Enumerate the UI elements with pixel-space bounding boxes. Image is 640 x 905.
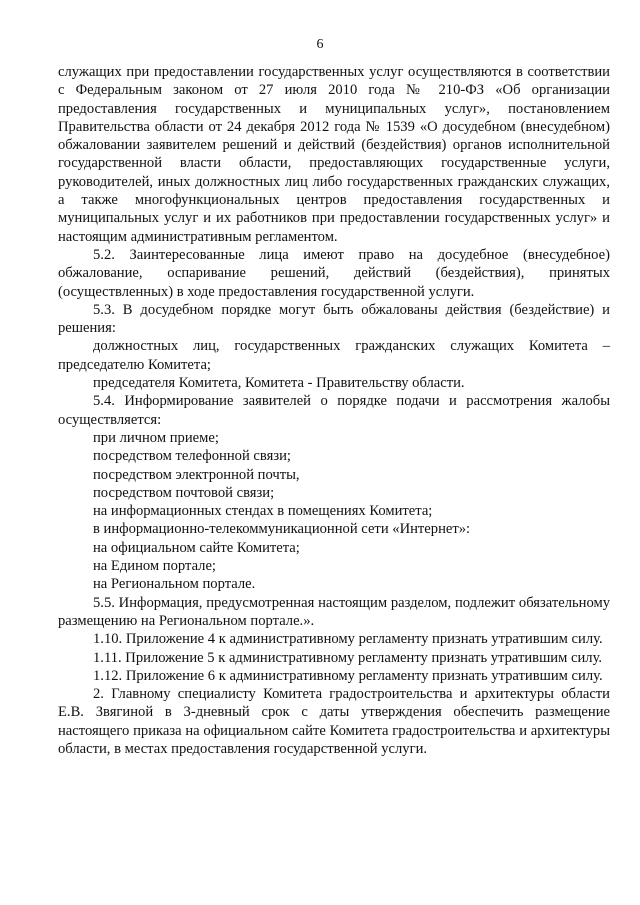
paragraph-1-12: 1.12. Приложение 6 к административному регламенту признать утратившим силу. bbox=[93, 667, 603, 684]
paragraph-2: 2. Главному специалисту Комитета градостроительства и архитектуры области Е.В. Звягиной в 3-дневный срок с даты утверждения обеспечить размещение настоящего приказа на официальном сайте Комитета градостроительства и архитектуры области, в местах предоставления государственной услуги. bbox=[58, 686, 610, 757]
paragraph-5-2: 5.2. Заинтересованные лица имеют право на досудебное (внесудебное) обжалование, оспаривание решений, действий (бездействия), принятых (осуществленных) в ходе предоставления государственной услуги. bbox=[58, 246, 610, 300]
list-item-chairman: председателя Комитета, Комитета - Правительству области. bbox=[93, 375, 465, 392]
paragraph-5-4: 5.4. Информирование заявителей о порядке подачи и рассмотрения жалобы осуществляется: bbox=[58, 393, 610, 428]
list-item-officials: должностных лиц, государственных гражданских служащих Комитета – председателю Комитета; bbox=[58, 338, 610, 373]
document-body bbox=[58, 63, 610, 758]
list-item-unified-portal: на Едином портале; bbox=[93, 558, 216, 575]
paragraph-5-3: 5.3. В досудебном порядке могут быть обжалованы действия (бездействие) и решения: bbox=[58, 301, 610, 337]
list-item-personal-reception: при личном приеме; bbox=[93, 429, 219, 446]
list-item-official-site: на официальном сайте Комитета; bbox=[93, 539, 300, 556]
paragraph-5-5: 5.5. Информация, предусмотренная настоящим разделом, подлежит обязательному размещению на Региональном портале.». bbox=[58, 594, 610, 629]
list-item-info-stands: на информационных стендах в помещениях Комитета; bbox=[93, 503, 433, 520]
paragraph-1-10: 1.10. Приложение 4 к административному регламенту признать утратившим силу. bbox=[93, 631, 603, 648]
list-item-email: посредством электронной почты, bbox=[93, 466, 300, 483]
list-item-postal: посредством почтовой связи; bbox=[93, 484, 275, 501]
list-item-internet: в информационно-телекоммуникационной сети «Интернет»: bbox=[93, 521, 471, 538]
paragraph-appeal-legal-basis: служащих при предоставлении государственных услуг осуществляются в соответствии с Федеральным законом от 27 июля 2010 года № 210-ФЗ «Об организации предоставления государственных и муниципальных услуг», постановлением Правительства области от 24 декабря 2012 года № 1539 «О досудебном (внесудебном) обжаловании заявителем решений и действий (бездействия) органов исполнительной государственной власти области, предоставляющих государственные услуги, руководителей, иных должностных лиц либо государственных гражданских служащих, а также многофункциональных центров предоставления государственных и муниципальных услуг и их работников при предоставлении государственных услуг» и настоящим административным регламентом. bbox=[58, 64, 610, 245]
list-item-telephone: посредством телефонной связи; bbox=[93, 448, 291, 465]
list-item-regional-portal: на Региональном портале. bbox=[93, 576, 256, 593]
paragraph-1-11: 1.11. Приложение 5 к административному регламенту признать утратившим силу. bbox=[93, 649, 603, 666]
page-number: 6 bbox=[316, 37, 324, 52]
